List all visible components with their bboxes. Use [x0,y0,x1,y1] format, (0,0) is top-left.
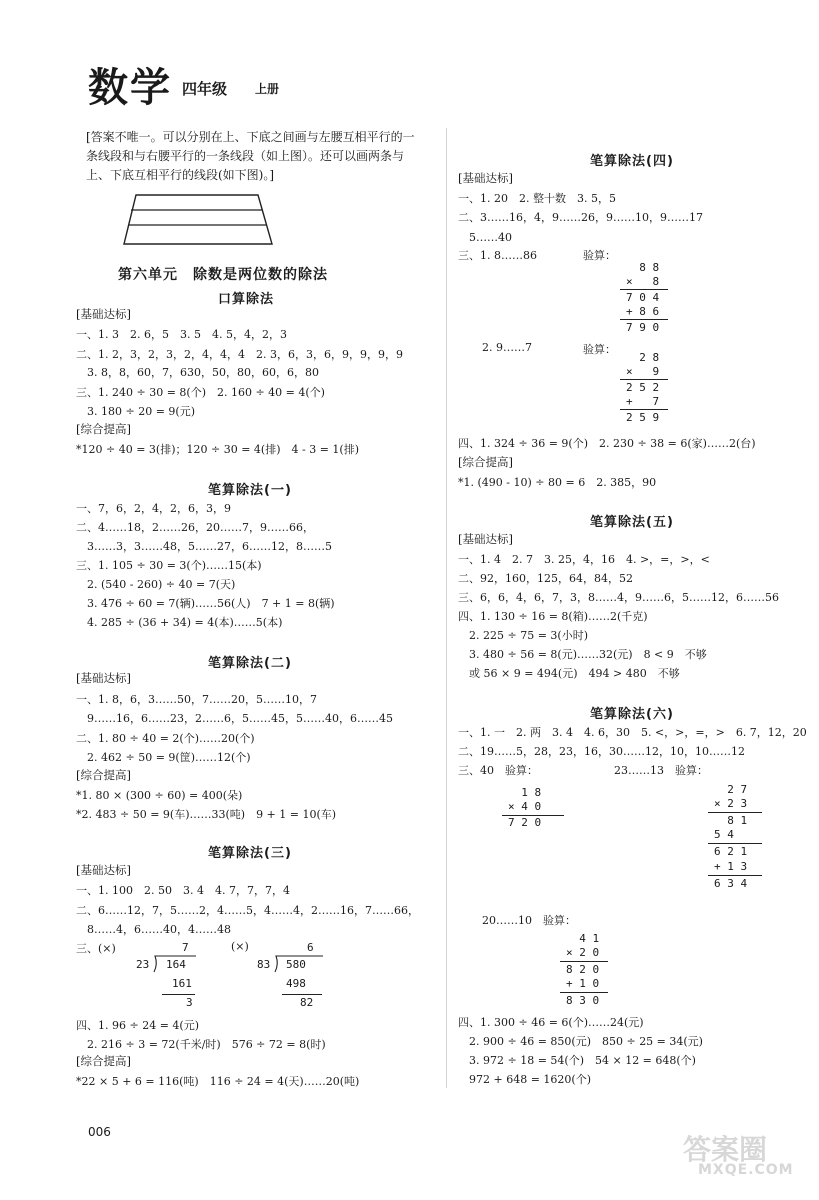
answer-note [86,128,436,185]
answer-line: 4. 285 ÷ (36 + 34) = 4(本)……5(本) [76,616,283,629]
answer-line: 三、(×) [76,942,116,955]
check-rule [620,289,668,290]
check-rule [560,961,608,962]
trapezoid-figure [120,192,280,248]
subject-title: 数学 [88,65,172,111]
answer-line: 四、1. 324 ÷ 36 = 9(个) 2. 230 ÷ 38 = 6(家)……2(台) [458,437,756,450]
answer-line: 四、1. 96 ÷ 24 = 4(元) [76,1019,199,1032]
check-label: 验算： [583,343,616,356]
check-row: 5 4 [714,828,734,841]
answer-line: 972 + 648 = 1620(个) [458,1073,591,1086]
answer-line: 23……13 验算： [614,764,708,777]
answer-line: 9……16，6……23，2……6，5……45，5……40，6……45 [76,712,393,725]
answer-line: 二、19……5，28，23，16，30……12，10，10……12 [458,745,745,758]
check-row: + 1 3 [714,860,748,873]
answer-line: 3……3，3……48，5……27，6……12，8……5 [76,540,332,553]
check-row: 2 7 [714,783,748,796]
answer-line: 8……4，6……40，4……48 [76,923,231,936]
check-row: 1 8 [508,786,542,799]
check-row: 7 0 4 [626,291,660,304]
answer-line: *120 ÷ 40 = 3(排)；120 ÷ 30 = 4(排) 4 - 3 = 1(排) [76,443,359,456]
section-tag: [基础达标] [76,671,131,685]
answer-line: 二、1. 80 ÷ 40 = 2(个)……20(个) [76,732,255,745]
section-title: 笔算除法(一) [208,483,292,498]
page-number: 006 [88,1125,111,1139]
section-tag: [综合提高] [76,768,131,782]
answer-line: 3. 476 ÷ 60 = 7(辆)……56(人) 7 + 1 = 8(辆) [76,597,335,610]
answer-line: 一、1. 3 2. 6，5 3. 5 4. 5，4，2，3 [76,328,287,341]
check-rule [620,319,668,320]
answer-line: 一、1. 100 2. 50 3. 4 4. 7，7，7，4 [76,884,290,897]
grade-label: 四年级 [182,80,228,98]
answer-line: *1. (490 - 10) ÷ 80 = 6 2. 385，90 [458,476,657,489]
note-line: 上、下底互相平行的线段(如下图)。] [86,168,275,182]
check-row: 6 3 4 [714,877,748,890]
division-product: 498 [286,977,306,990]
section-tag: [综合提高] [458,455,513,469]
answer-line: 一、7，6，2，4，2，6，3，9 [76,502,231,515]
check-row: + 8 6 [626,305,660,318]
answer-line: (×) [231,940,249,953]
check-rule [620,379,668,380]
check-row: 7 2 0 [508,816,542,829]
division-rule [162,994,195,995]
check-rule [620,409,668,410]
section-title: 笔算除法(二) [208,656,292,671]
check-row: 2 8 [626,351,660,364]
check-row: + 1 0 [566,977,600,990]
section-tag: [基础达标] [76,863,131,877]
unit-title: 第六单元 除数是两位数的除法 [118,267,328,283]
section-tag: [综合提高] [76,1054,131,1068]
note-line: 条线段和与右腰平行的一条线段（如上图）。还可以画两条与 [86,149,405,163]
check-rule [708,812,762,813]
volume-label: 上册 [255,82,280,96]
section-title: 口算除法 [218,292,275,307]
answer-line: 20……10 验算： [482,914,576,927]
check-row: 6 2 1 [714,845,748,858]
division-dividend: 580 [286,958,306,971]
answer-line: 二、6……12，7，5……2，4……5，4……4，2……16，7……66， [76,904,419,917]
check-rule [708,875,762,876]
answer-line: 3. 8，8，60，7，630，50，80，60，6，80 [76,366,319,379]
answer-line: 三、6，6，4，6，7，3，8……4，9……6，5……12，6……56 [458,591,779,604]
answer-line: 一、1. 一 2. 两 3. 4 4. 6，30 5. <，>，=，> 6. 7，12，20 [458,726,807,739]
check-label: 验算： [583,249,616,262]
section-tag: [综合提高] [76,422,131,436]
answer-line: 2. 462 ÷ 50 = 9(筐)……12(个) [76,751,251,764]
section-title: 笔算除法(三) [208,846,292,861]
check-row: 4 1 [566,932,600,945]
answer-line: 2. 9……7 [482,341,532,354]
answer-line: 5……40 [458,231,512,244]
answer-line: 或 56 × 9 = 494(元) 494 > 480 不够 [458,667,680,680]
division-divisor: 83 [257,958,271,971]
answer-line: 二、4……18，2……26，20……7，9……66， [76,521,314,534]
answer-line: 一、1. 20 2. 整十数 3. 5，5 [458,192,616,205]
answer-line: 二、92，160，125，64，84，52 [458,572,633,585]
answer-line: 3. 480 ÷ 56 = 8(元)……32(元) 8 < 9 不够 [458,648,707,661]
answer-line: 2. 216 ÷ 3 = 72(千米/时) 576 ÷ 72 = 8(时) [76,1038,326,1051]
answer-line: 三、1. 105 ÷ 30 = 3(个)……15(本) [76,559,262,572]
answer-line: 一、1. 4 2. 7 3. 25，4，16 4. >，=，>，< [458,553,710,566]
note-line: [答案不唯一。可以分别在上、下底之间画与左腰互相平行的一 [86,130,415,144]
division-product: 161 [172,977,192,990]
check-row: 8 2 0 [566,963,600,976]
check-row: 8 1 [714,814,748,827]
answer-line: 2. 900 ÷ 46 = 850(元) 850 ÷ 25 = 34(元) [458,1035,703,1048]
check-row: × 8 [626,275,660,288]
section-title: 笔算除法(五) [590,515,674,530]
section-tag: [基础达标] [458,171,513,185]
answer-line: 一、1. 8，6，3……50，7……20，5……10，7 [76,693,317,706]
answer-line: *22 × 5 + 6 = 116(吨) 116 ÷ 24 = 4(天)……20(吨) [76,1075,360,1088]
check-row: × 4 0 [508,800,542,813]
answer-line: 2. (540 - 260) ÷ 40 = 7(天) [76,578,236,591]
check-row: 8 3 0 [566,994,600,1007]
section-title: 笔算除法(四) [590,154,674,169]
answer-line: 2. 225 ÷ 75 = 3(小时) [458,629,588,642]
division-quotient: 6 [307,941,314,954]
division-rule [282,994,322,995]
answer-line: *1. 80 × (300 ÷ 60) = 400(朵) [76,789,243,802]
section-tag: [基础达标] [458,532,513,546]
check-row: × 9 [626,365,660,378]
check-rule [708,843,762,844]
division-dividend: 164 [166,958,186,971]
answer-line: 二、3……16，4，9……26，9……10，9……17 [458,211,703,224]
check-row: 7 9 0 [626,321,660,334]
division-remainder: 3 [186,996,193,1009]
answer-line: 二、1. 2，3，2，3，2，4，4，4 2. 3，6，3，6，9，9，9，9 [76,348,403,361]
section-tag: [基础达标] [76,307,131,321]
division-remainder: 82 [300,996,314,1009]
watermark-logo: 答案圈 [683,1133,768,1166]
answer-line: 四、1. 130 ÷ 16 = 8(箱)……2(千克) [458,610,648,623]
check-row: 2 5 9 [626,411,660,424]
answer-line: 3. 180 ÷ 20 = 9(元) [76,405,195,418]
answer-line: 四、1. 300 ÷ 46 = 6(个)……24(元) [458,1016,644,1029]
check-row: 8 8 [626,261,660,274]
answer-line: *2. 483 ÷ 50 = 9(车)……33(吨) 9 + 1 = 10(车) [76,808,337,821]
check-row: 2 5 2 [626,381,660,394]
answer-line: 三、40 验算： [458,764,538,777]
answer-line: 3. 972 ÷ 18 = 54(个) 54 × 12 = 648(个) [458,1054,696,1067]
check-row: + 7 [626,395,660,408]
column-divider [446,128,447,1088]
check-row: × 2 3 [714,797,748,810]
answer-line: 三、1. 240 ÷ 30 = 8(个) 2. 160 ÷ 40 = 4(个) [76,386,325,399]
check-row: × 2 0 [566,946,600,959]
watermark-url: MXQE.COM [698,1162,794,1178]
check-rule [560,992,608,993]
division-quotient: 7 [182,941,189,954]
division-divisor: 23 [136,958,150,971]
section-title: 笔算除法(六) [590,707,674,722]
answer-line: 三、1. 8……86 [458,249,537,262]
